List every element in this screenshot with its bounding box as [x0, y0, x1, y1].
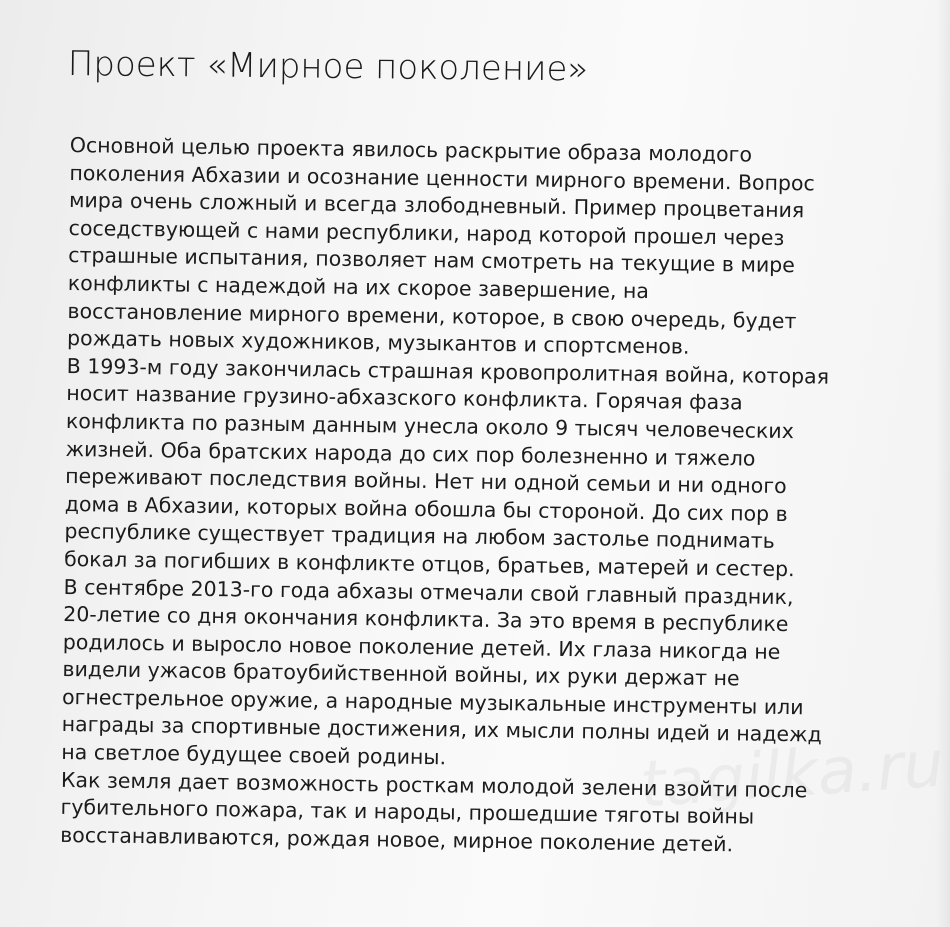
- text-line: страшные испытания, позволяет нам смотреть на текущие в мире: [68, 243, 796, 278]
- text-line: губительного пожара, так и народы, прошедшие тяготы войны: [60, 795, 755, 829]
- text-line: переживают последствия войны. Нет ни одной семьи и ни одного: [65, 464, 787, 499]
- text-line: мира очень сложный и всегда злободневный. Пример процветания: [68, 188, 805, 223]
- text-line: рождать новых художников, музыкантов и спортсменов.: [66, 326, 690, 359]
- text-line: восстанавливаются, рождая новое, мирное поколение детей.: [60, 822, 734, 857]
- text-line: на светлое будущее своей родины.: [61, 740, 447, 770]
- text-line: 20-летие со дня окончания конфликта. За это время в республике: [63, 602, 789, 637]
- text-line: дома в Абхазии, которых война обошла бы стороной. До сих пор в: [64, 491, 788, 526]
- watermark: tagilka.ru: [637, 727, 947, 823]
- text-line: поколения Абхазии и осознание ценности мирного времени. Вопрос: [69, 160, 815, 195]
- page-edge-shadow: [936, 0, 950, 927]
- text-line: носит название грузино-абхазского конфликта. Горячая фаза: [66, 381, 743, 415]
- text-line: бокал за погибших в конфликте отцов, братьев, матерей и сестер.: [63, 546, 795, 582]
- text-line: Как земля дает возможность росткам молодой зелени взойти после: [60, 767, 808, 803]
- text-line: видели ужасов братоубийственной войны, их руки держат не: [62, 657, 740, 691]
- body-text: [60, 132, 900, 861]
- text-line: огнестрельное оружие, а народные музыкальные инструменты или: [61, 684, 804, 720]
- text-line: Основной целью проекта явилось раскрытие образа молодого: [69, 132, 753, 167]
- page-title: Проект «Мирное поколение»: [67, 44, 589, 90]
- text-line: В сентябре 2013-го года абхазы отмечали свой главный праздник,: [63, 574, 794, 609]
- text-line: жизней. Оба братских народа до сих пор болезненно и тяжело: [65, 436, 756, 471]
- text-line: В 1993-м году закончилась страшная кровопролитная война, которая: [66, 353, 830, 389]
- text-line: родилось и выросло новое поколение детей. Их глаза никогда не: [62, 629, 781, 664]
- text-line: республике существует традиция на любом застолье поднимать: [64, 519, 775, 554]
- text-line: конфликты с надеждой на их скорое завершение, на: [67, 270, 650, 304]
- text-line: награды за спортивные достижения, их мысли полны идей и надежд: [61, 712, 822, 748]
- text-line: конфликта по разным данным унесла около 9 тысяч человеческих: [65, 408, 795, 444]
- text-line: соседствующей с нами республики, народ которой прошел через: [68, 215, 785, 250]
- text-line: восстановление мирного времени, которое, в свою очередь, будет: [67, 298, 797, 333]
